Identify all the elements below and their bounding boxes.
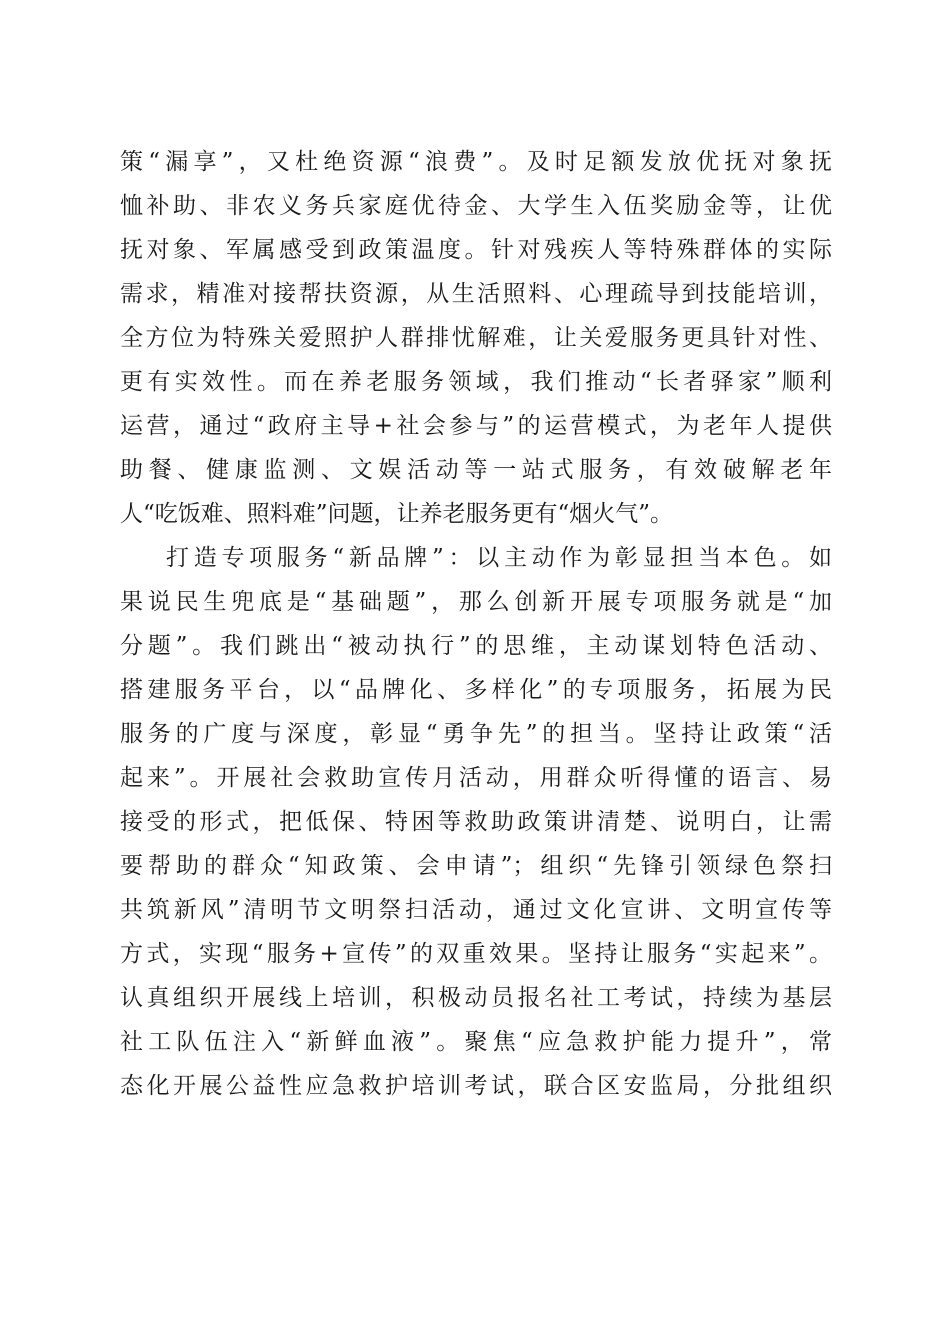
text-line: 接受的形式，把低保、特困等救助政策讲清楚、说明白，让需: [120, 809, 832, 835]
text-line: 社工队伍注入“新鲜血液”。聚焦“应急救护能力提升”，常: [120, 1029, 832, 1055]
text-line: 分题”。我们跳出“被动执行”的思维，主动谋划特色活动、: [120, 633, 832, 659]
text-line: 需求，精准对接帮扶资源，从生活照料、心理疏导到技能培训，: [120, 281, 832, 307]
text-line: 打造专项服务“新品牌”：以主动作为彰显担当本色。如: [166, 545, 832, 571]
text-line: 服务的广度与深度，彰显“勇争先”的担当。坚持让政策“活: [120, 721, 832, 747]
body-text: [120, 140, 832, 1108]
text-line: 态化开展公益性应急救护培训考试，联合区安监局，分批组织: [120, 1073, 832, 1099]
text-line: 运营，通过“政府主导+社会参与”的运营模式，为老年人提供: [120, 413, 832, 439]
text-line: 方式，实现“服务+宣传”的双重效果。坚持让服务“实起来”。: [120, 941, 832, 967]
text-line: 抚对象、军属感受到政策温度。针对残疾人等特殊群体的实际: [120, 237, 832, 263]
text-line: 助餐、健康监测、文娱活动等一站式服务，有效破解老年: [120, 457, 832, 483]
text-line: 全方位为特殊关爱照护人群排忧解难，让关爱服务更具针对性、: [120, 325, 832, 351]
text-line: 搭建服务平台，以“品牌化、多样化”的专项服务，拓展为民: [120, 677, 832, 703]
text-line: 恤补助、非农义务兵家庭优待金、大学生入伍奖励金等，让优: [120, 193, 832, 219]
text-line: 更有实效性。而在养老服务领域，我们推动“长者驿家”顺利: [120, 369, 832, 395]
text-line: 认真组织开展线上培训，积极动员报名社工考试，持续为基层: [120, 985, 832, 1011]
text-line: 策“漏享”，又杜绝资源“浪费”。及时足额发放优抚对象抚: [120, 149, 832, 175]
text-line: 要帮助的群众“知政策、会申请”；组织“先锋引领绿色祭扫: [120, 853, 832, 879]
text-line: 起来”。开展社会救助宣传月活动，用群众听得懂的语言、易: [120, 765, 832, 791]
text-line: 共筑新风”清明节文明祭扫活动，通过文化宣讲、文明宣传等: [120, 897, 832, 923]
text-line: 人“吃饭难、照料难”问题，让养老服务更有“烟火气”。: [120, 501, 674, 527]
text-line: 果说民生兜底是“基础题”，那么创新开展专项服务就是“加: [120, 589, 832, 615]
